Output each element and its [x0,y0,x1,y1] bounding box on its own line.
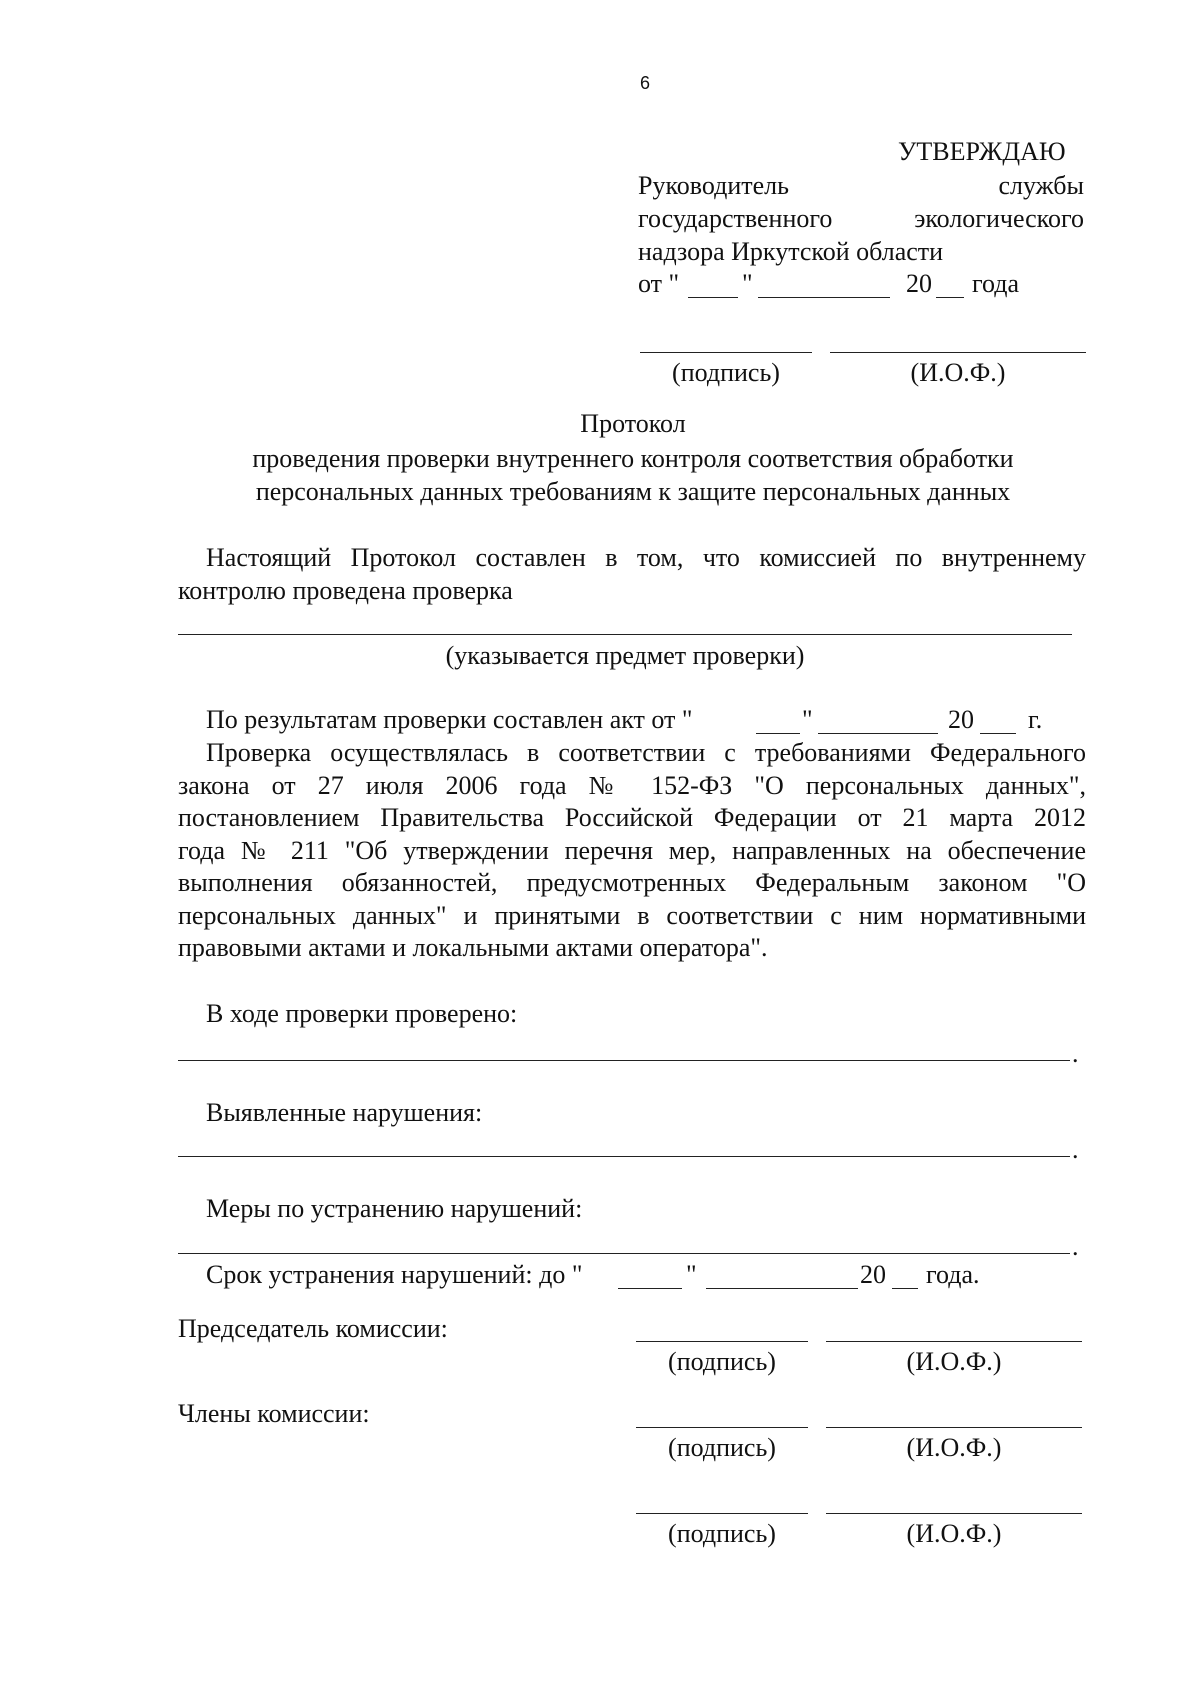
measures-label: Меры по устранению нарушений: [206,1194,583,1223]
approval-date-year-blank [936,297,964,298]
checked-label: В ходе проверки проверено: [206,999,518,1028]
approval-line-2-left: государственного [638,204,833,233]
approval-date-prefix: от " [638,269,680,298]
basis-line: персональных данных" и принятыми в соответствии с ним нормативными [178,901,1086,930]
member-1-signature-line [636,1427,808,1428]
subject-blank-line [178,634,1072,635]
approval-name-caption: (И.О.Ф.) [910,358,1006,387]
checked-line-end-dot: . [1072,1039,1079,1068]
approval-date-month-blank [758,297,890,298]
basis-line: закона от 27 июля 2006 года № 152-ФЗ "О персональных данных", [178,771,1086,800]
basis-line: выполнения обязанностей, предусмотренных Федеральным законом "О [178,868,1086,897]
member-2-name-caption: (И.О.Ф.) [906,1519,1002,1548]
title-line-1: Протокол [580,409,686,438]
approval-line-3: надзора Иркутской области [638,237,944,266]
intro-line-2: контролю проведена проверка [178,576,513,605]
deadline-day-blank [618,1288,682,1289]
deadline-year-blank [892,1288,918,1289]
title-line-2: проведения проверки внутреннего контроля соответствия обработки [252,444,1014,473]
members-label: Члены комиссии: [178,1399,370,1428]
deadline-suffix: года. [926,1260,980,1289]
approval-date-day-blank [688,297,738,298]
deadline-month-blank [706,1288,858,1289]
intro-line-1: Настоящий Протокол составлен в том, что комиссией по внутреннему [206,543,1086,572]
approval-heading: УТВЕРЖДАЮ [898,137,1066,166]
checked-blank-line [178,1060,1070,1061]
member-1-name-caption: (И.О.Ф.) [906,1433,1002,1462]
measures-blank-line [178,1253,1070,1254]
deadline-prefix: Срок устранения нарушений: до " [206,1260,583,1289]
act-year: 20 [948,705,974,734]
violations-label: Выявленные нарушения: [206,1098,483,1127]
approval-line-1-right: службы [998,171,1084,200]
page-number: 6 [640,73,651,93]
act-month-blank [818,733,938,734]
member-2-signature-caption: (подпись) [668,1519,776,1548]
approval-signature-caption: (подпись) [672,358,780,387]
chairman-name-line [826,1341,1082,1342]
chairman-signature-line [636,1341,808,1342]
approval-date-suffix: года [972,269,1020,298]
member-2-name-line [826,1513,1082,1514]
chairman-label: Председатель комиссии: [178,1314,448,1343]
deadline-quote: " [686,1260,697,1289]
act-year-blank [980,733,1016,734]
act-prefix: По результатам проверки составлен акт от " [206,705,693,734]
measures-line-end-dot: . [1072,1232,1079,1261]
approval-line-2 [638,203,1084,235]
member-1-signature-caption: (подпись) [668,1433,776,1462]
approval-line-1-left: Руководитель [638,171,789,200]
chairman-name-caption: (И.О.Ф.) [906,1347,1002,1376]
approval-date-quote: " [742,269,753,298]
approval-date-year: 20 [906,269,932,298]
chairman-signature-caption: (подпись) [668,1347,776,1376]
act-day-blank [756,733,800,734]
approval-line-1 [638,170,1084,202]
basis-last-line: правовыми актами и локальными актами оператора". [178,933,768,962]
act-quote: " [802,705,813,734]
member-1-name-line [826,1427,1082,1428]
approval-signature-line [640,352,812,353]
violations-line-end-dot: . [1072,1135,1079,1164]
approval-line-2-right: экологического [914,204,1084,233]
basis-line: года № 211 "Об утверждении перечня мер, направленных на обеспечение [178,836,1086,865]
violations-blank-line [178,1156,1070,1157]
basis-line: Проверка осуществлялась в соответствии с требованиями Федерального [206,738,1086,767]
approval-name-line [830,352,1086,353]
member-2-signature-line [636,1513,808,1514]
basis-line: постановлением Правительства Российской Федерации от 21 марта 2012 [178,803,1086,832]
act-suffix: г. [1028,705,1043,734]
title-line-3: персональных данных требованиям к защите персональных данных [255,477,1011,506]
deadline-year: 20 [860,1260,886,1289]
subject-caption: (указывается предмет проверки) [445,641,805,670]
